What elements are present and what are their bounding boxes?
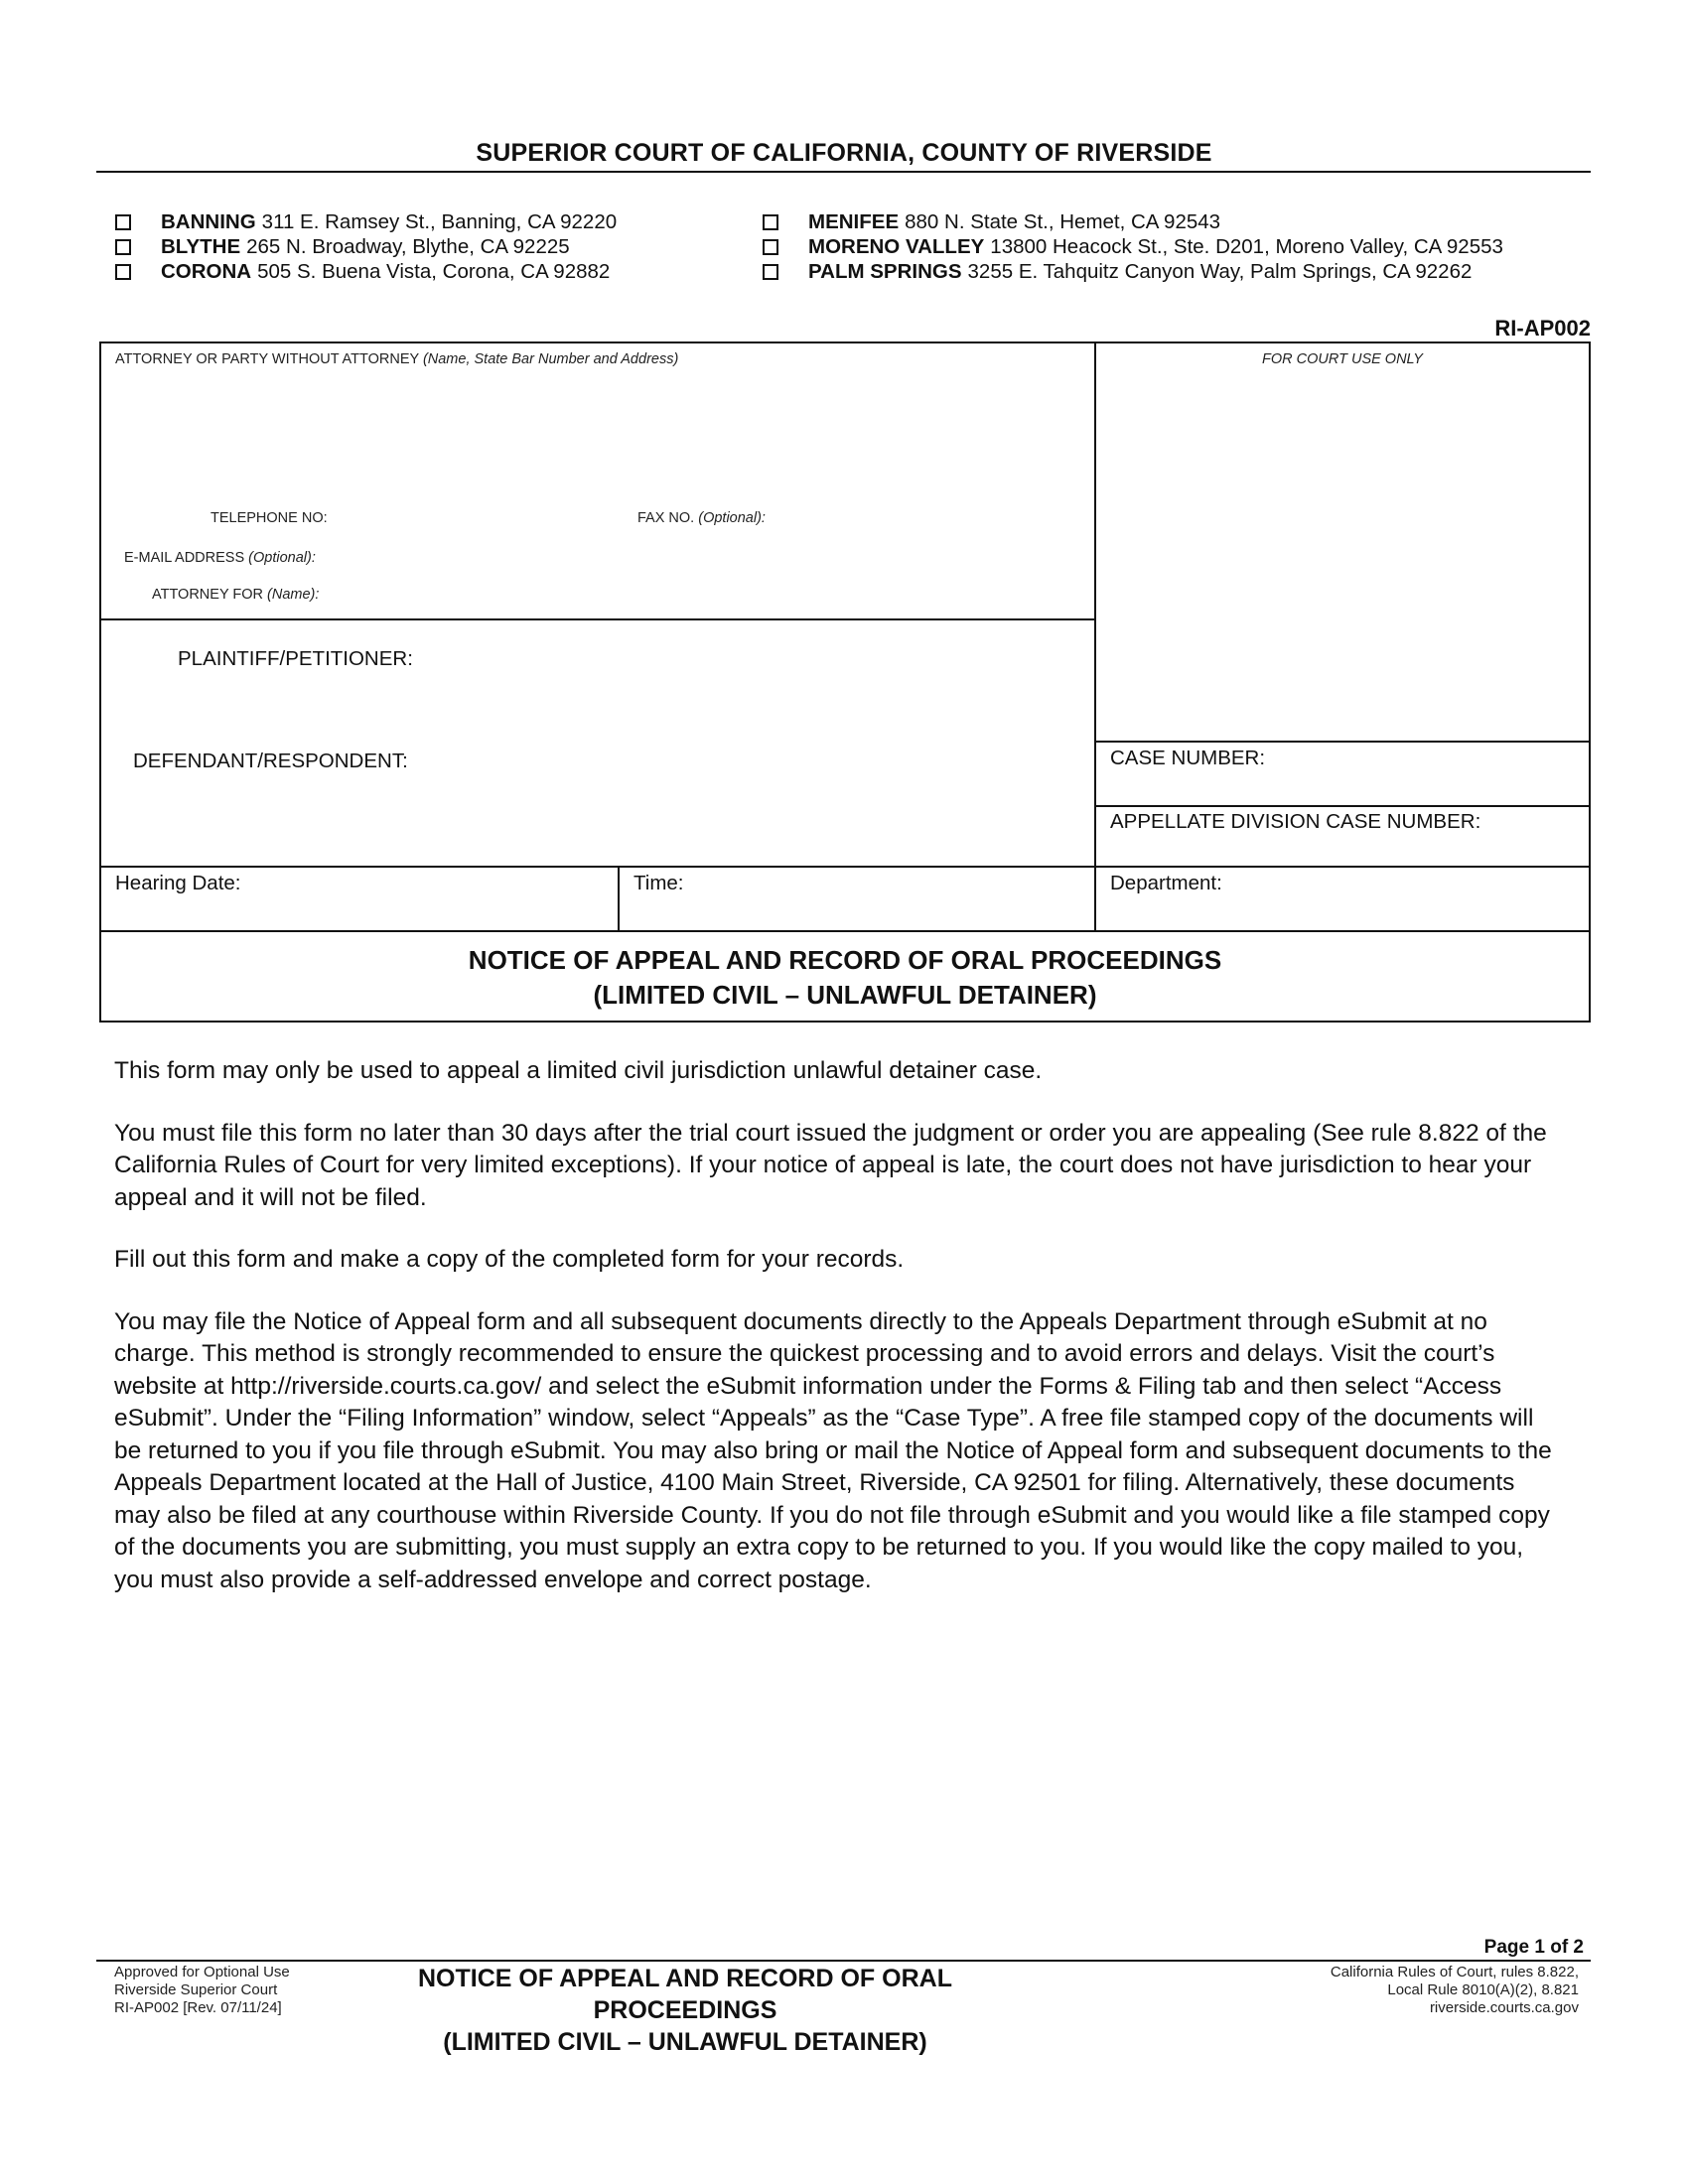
footer-right-line2: Local Rule 8010(A)(2), 8.821 (1387, 1981, 1579, 1998)
location-address: 311 E. Ramsey St., Banning, CA 92220 (261, 210, 618, 233)
footer-right-line3: riverside.courts.ca.gov (1429, 1999, 1579, 2016)
location-address: 265 N. Broadway, Blythe, CA 92225 (246, 235, 570, 258)
instruction-paragraph-3: Fill out this form and make a copy of the completed form for your records. (114, 1246, 905, 1273)
location-address: 880 N. State St., Hemet, CA 92543 (905, 210, 1221, 233)
court-use-box (1094, 341, 1591, 743)
attorney-label-text: ATTORNEY OR PARTY WITHOUT ATTORNEY (115, 351, 419, 367)
instruction-paragraph-1: This form may only be used to appeal a limited civil jurisdiction unlawful detainer case. (114, 1057, 1043, 1084)
form-title-line2: (LIMITED CIVIL – UNLAWFUL DETAINER) (593, 980, 1097, 1010)
header-rule (96, 171, 1591, 173)
checkbox-menifee[interactable] (763, 214, 778, 230)
location-name: BLYTHE (161, 235, 241, 258)
footer-title-line1: NOTICE OF APPEAL AND RECORD OF ORAL PROCEEDINGS (418, 1965, 952, 2024)
plaintiff-label: PLAINTIFF/PETITIONER: (178, 647, 413, 670)
footer-title (338, 1963, 1033, 2058)
hearing-date-label: Hearing Date: (115, 872, 241, 894)
court-use-label: FOR COURT USE ONLY (1262, 351, 1423, 367)
checkbox-banning[interactable] (115, 214, 131, 230)
email-label-text: E-MAIL ADDRESS (124, 550, 245, 566)
fax-label-text: FAX NO. (637, 510, 695, 526)
parties-box[interactable] (99, 618, 1096, 868)
instructions (114, 1055, 1564, 1596)
form-id: RI-AP002 (1494, 316, 1591, 341)
court-title: SUPERIOR COURT OF CALIFORNIA, COUNTY OF RIVERSIDE (476, 139, 1212, 167)
footer-right (1331, 1964, 1579, 2017)
location-address: 3255 E. Tahquitz Canyon Way, Palm Springs, CA 92262 (967, 260, 1473, 283)
time-box[interactable] (618, 866, 1096, 932)
attorney-for-label-note: (Name): (267, 587, 320, 603)
footer-left-line3: RI-AP002 [Rev. 07/11/24] (114, 1999, 282, 2016)
department-label: Department: (1110, 872, 1222, 894)
footer-title-line2: (LIMITED CIVIL – UNLAWFUL DETAINER) (443, 2028, 927, 2056)
defendant-label: DEFENDANT/RESPONDENT: (133, 750, 408, 772)
location-name: MENIFEE (808, 210, 900, 233)
instruction-paragraph-4: You may file the Notice of Appeal form and all subsequent documents directly to the Appeals Department through eSubmit at no charge. This method is strongly recommended to ensure the quickest processing and to avoid errors and delays. Visit the court’s website at http://riverside.courts.ca.gov/ and select the eSubmit information under the Forms & Filing tab and then select “Access eSubmit”. Under the “Filing Information” window, select “Appeals” as the “Case Type”. A free file stamped copy of the documents will be returned to you if you file through eSubmit. You may also bring or mail the Notice of Appeal form and subsequent documents to the Appeals Department located at the Hall of Justice, 4100 Main Street, Riverside, CA 92501 for filing. Alternatively, these documents may also be filed at any courthouse within Riverside County. If you do not file through eSubmit and you would like a file stamped copy of the documents you are submitting, you must supply an extra copy to be returned to you. If you would like the copy mailed to you, you must also provide a self-addressed envelope and correct postage. (114, 1307, 1552, 1593)
case-number-label: CASE NUMBER: (1110, 747, 1266, 769)
instruction-paragraph-2: You must file this form no later than 30 days after the trial court issued the judgment or order you are appealing (See rule 8.822 of the California Rules of Court for very limited exceptions). If your notice of appeal is late, the court does not have jurisdiction to hear your appeal and it will not be filed. (114, 1119, 1547, 1211)
page-number: Page 1 of 2 (1483, 1937, 1584, 1958)
form-title-box (99, 930, 1591, 1023)
checkbox-moreno-valley[interactable] (763, 239, 778, 255)
email-label-note: (Optional): (248, 550, 316, 566)
location-name: CORONA (161, 260, 252, 283)
attorney-for-label (152, 587, 319, 603)
footer-left-line2: Riverside Superior Court (114, 1981, 278, 1998)
form-title (101, 943, 1589, 1013)
fax-label (637, 510, 766, 526)
location-banning[interactable] (115, 210, 617, 234)
location-moreno-valley[interactable] (763, 235, 1503, 259)
appellate-case-number-label: APPELLATE DIVISION CASE NUMBER: (1110, 810, 1481, 833)
case-number-box[interactable] (1094, 741, 1591, 807)
form-title-line1: NOTICE OF APPEAL AND RECORD OF ORAL PROCEEDINGS (468, 945, 1222, 975)
fax-label-note: (Optional): (698, 510, 766, 526)
hearing-date-box[interactable] (99, 866, 620, 932)
location-name: PALM SPRINGS (808, 260, 962, 283)
attorney-for-label-text: ATTORNEY FOR (152, 587, 263, 603)
footer-right-line1: California Rules of Court, rules 8.822, (1330, 1964, 1579, 1980)
appellate-case-number-box[interactable] (1094, 805, 1591, 868)
footer-left-line1: Approved for Optional Use (114, 1964, 290, 1980)
checkbox-blythe[interactable] (115, 239, 131, 255)
location-palm-springs[interactable] (763, 260, 1472, 284)
attorney-label-note: (Name, State Bar Number and Address) (422, 351, 679, 367)
location-address: 13800 Heacock St., Ste. D201, Moreno Valley, CA 92553 (990, 235, 1503, 258)
time-label: Time: (633, 872, 684, 894)
location-blythe[interactable] (115, 235, 570, 259)
email-label (124, 550, 316, 566)
location-name: BANNING (161, 210, 256, 233)
department-box[interactable] (1094, 866, 1591, 932)
attorney-label (115, 351, 678, 367)
location-name: MORENO VALLEY (808, 235, 985, 258)
location-corona[interactable] (115, 260, 610, 284)
footer-rule (96, 1960, 1591, 1962)
attorney-box[interactable] (99, 341, 1096, 620)
telephone-label: TELEPHONE NO: (211, 510, 328, 526)
footer-left (114, 1964, 290, 2017)
location-menifee[interactable] (763, 210, 1220, 234)
checkbox-corona[interactable] (115, 264, 131, 280)
checkbox-palm-springs[interactable] (763, 264, 778, 280)
location-address: 505 S. Buena Vista, Corona, CA 92882 (257, 260, 611, 283)
